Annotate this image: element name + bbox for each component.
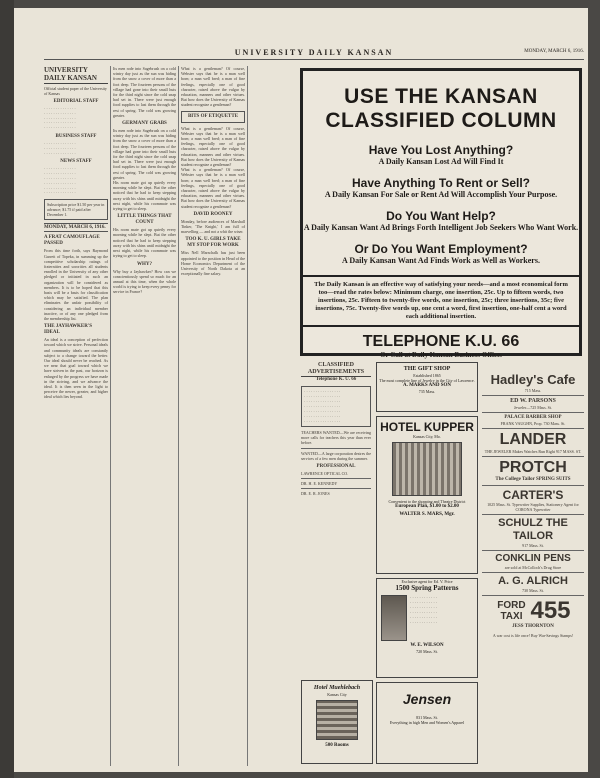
ford-taxi-owner: JESS THORNTON: [512, 624, 554, 629]
alrich-address: 730 Mass. St.: [522, 588, 544, 593]
column-rule: [178, 66, 179, 766]
divider: [482, 428, 584, 429]
classified-entry: TEACHERS WANTED—We are receiving more calls for teachers this year than ever before.: [301, 430, 371, 446]
middle-right-column: [181, 66, 245, 766]
figure-illustration: [381, 595, 407, 641]
spring-patterns-head: Exclusive agent for Ed. V. Price: [401, 579, 453, 584]
article-body: What is a gentleman? Of course, Webster says that he is a man well born; a man well bred; a man of fine feelings, especially one of good character, raised above the vulgar by education, manners and other virtues. But how does the University of Kansas student recognize a gentleman?: [181, 125, 245, 168]
hotel-kupper-ad: [376, 416, 478, 574]
hotel-kupper-rates: European Plan, $1.00 to $2.00: [395, 504, 459, 509]
ad-call-note: Or Call at Daily Kansan Business Office.: [380, 351, 502, 359]
alrich-name: A. G. ALRICH: [498, 575, 568, 587]
palace-barber-name: PALACE BARBER SHOP: [504, 415, 562, 420]
classified-entry: LAWRENCE OPTICAL CO.: [301, 471, 349, 477]
article-body: His room mate got up quietly every morning while he slept. But the other noticed that he had to keep stepping away with his shins until midnight the next night, while his roommate was trying to get to sleep.: [113, 180, 176, 212]
gift-shop-owner: A. MARKS AND SON: [402, 383, 452, 388]
ad-subline: A Daily Kansan For Sale or Rent Ad Will Accomplish Your Purpose.: [324, 190, 558, 199]
protch-desc: The College Tailor SPRING SUITS: [495, 477, 571, 482]
gift-shop-established: Established 1865: [413, 373, 441, 378]
hotel-kupper-name: HOTEL KUPPER: [380, 420, 474, 434]
footer-note: A war cost is life once! Buy War-Savings Stamps!: [492, 633, 574, 638]
article-body: Miss Nell Marschalk has just been appointed to the position in Head of the Home Economics Department of the University of North Dakota at an exceptionally fine salary.: [181, 250, 245, 277]
spring-patterns-text: · · · · · · · · · · · · · · · · · · · · · · · · · · · · · · · · · · · · · · · · · · · · · · · · · · · · · · · · · · · · · · · · · · · · · · · ·: [410, 595, 437, 625]
classified-tel: Telephone K. U. 66: [315, 377, 357, 382]
article-heading: LITTLE THINGS THAT COUNT: [117, 214, 172, 226]
column-rule: [110, 66, 111, 766]
carters-desc: 1025 Mass. St. Typewriter Supplies, Stationery Agent for CORONA Typewriter: [487, 502, 579, 512]
gift-shop-name: THE GIFT SHOP: [403, 366, 451, 372]
divider: [482, 485, 584, 486]
hotel-kupper-city: Kansas City, Mo.: [413, 434, 441, 439]
article-body: His room mate got up quietly every morning while he slept. But the other noticed that he had to keep stepping away with his shins until midnight the next night, while his roommate was trying to get to sleep.: [113, 227, 176, 259]
hotel-kupper-owner: WALTER S. MARS, Mgr.: [399, 512, 455, 517]
spring-patterns-body: [377, 593, 477, 643]
column-rule: [247, 66, 248, 766]
newspaper-page: [14, 8, 588, 772]
ad-question: Do You Want Help?: [386, 209, 496, 223]
staff-list: · · · · · · · · · · · · · · · · · · · · · · · · · · · · · · · · · · · · · · · · · · · · · · · · · · · · · · · · · · · · · · · · · · · · · ·: [44, 106, 76, 131]
article-heading: GERMANY GRABS: [122, 121, 167, 127]
article-body: From this time forth, says Raymond Garrett of Topeka, in summing up the competitive scholarship ratings of fraternities and sororities all students enrolled in the University of any other pledged or initiated in such an organization will be considered as members. It is to be hoped that this basis will be a basis for classification which may be satisfied. The plan eliminates the unfair possibility of considering an individual member inactive, or of any one pledged from the membership list.: [44, 248, 108, 321]
article-body: What is a gentleman? Of course, Webster says that he is a man well born; a man well bred; a man of fine feelings, especially one of good character, raised above the vulgar by education, manners and other virtues. But how does the University of Kansas student recognize a gentleman?: [181, 66, 245, 108]
subscription-note: Subscription price $1.50 per year in advance; $1.75 if paid after December 1.: [44, 199, 108, 220]
professional-heading: PROFESSIONAL: [316, 464, 356, 470]
ad-subline: A Daily Kansan Want Ad Finds Work as Well as Workers.: [342, 256, 540, 265]
middle-left-column: [113, 66, 176, 766]
schulz-name: SCHULZ THE TAILOR: [498, 517, 568, 542]
ad-question: Or Do You Want Employment?: [354, 242, 528, 256]
ad-title-line2: CLASSIFIED COLUMN: [325, 109, 557, 132]
article-heading: TOO K. U. GIRLS TAKE MY STOP FOR WORK: [185, 237, 241, 249]
classified-rates-box: · · · · · · · · · · · · · · · · · · · · · · · · · · · · · · · · · · · · · · · · · · · · · · · · · · · · · · · · · · · · · · · · · · · · · · · · · · · · · · · · · · · · · · · · · · · · · · · · · · · · · · · · · · · · · · · ·: [301, 386, 371, 427]
hotel-muehlebach-ad: [301, 680, 373, 764]
divider: [301, 488, 371, 489]
article-heading: DAVID ROONEY: [193, 211, 233, 217]
ford-taxi-name: FORD TAXI: [497, 600, 526, 622]
masthead: UNIVERSITY DAILY KANSAN: [44, 66, 108, 84]
ad-question: Have Anything To Rent or Sell?: [351, 176, 530, 190]
lander-desc: THE JEWELER Makes Watches Run Right 917 MASS. ST.: [484, 449, 582, 454]
parsons-name: ED W. PARSONS: [510, 398, 556, 404]
ad-title-line1: USE THE KANSAN: [344, 85, 538, 108]
muehlebach-name: Hotel Muehlebach: [313, 685, 361, 691]
muehlebach-building-image: [316, 700, 358, 740]
classified-entry: WANTED—A large corporation desires the services of a few men during the summer.: [301, 450, 371, 461]
staff-heading: EDITORIAL STAFF: [53, 99, 99, 104]
article-body: An ideal is a conception of perfection toward which we strive. Personal ideals and community ideals are constantly subject to a change toward the better. Our ideal should never be reached. As we near that goal toward which we have striven in the past, our horizon is enlarged by the progress we have made in the striving, and we advance the ideal. It is then seen in the light to perceive the newer, greater, and higher ideal which lies beyond.: [44, 337, 108, 400]
gift-shop-address: 735 Mass.: [418, 389, 436, 394]
classified-entry: DR. H. E. KENNEDY: [301, 481, 338, 487]
conklin-name: CONKLIN PENS: [495, 553, 571, 564]
staff-heading: NEWS STAFF: [60, 159, 92, 165]
jensen-desc: Everything in high Men and Women's Apparel: [389, 720, 465, 725]
divider: [482, 456, 584, 457]
ad-subline: A Daily Kansan Want Ad Brings Forth Intelligent Job Seekers Who Want Work.: [303, 223, 579, 232]
divider: [482, 514, 584, 515]
article-body: Monday, before audiences of Marshall Tinker, 'The Knight,' I am full of marvelling — and not a whit the wiser.: [181, 218, 245, 235]
article-heading: WHY?: [137, 261, 152, 267]
classified-column-ad: [300, 68, 582, 359]
divider: [301, 478, 371, 479]
article-body: Its men rode into Sagebrush on a cold wintry day just as the sun was hiding from the snow a cover of more than a foot deep. The fourteen persons of the village had gone into their small huts for the third night since the cold snap had set in. There were just enough food supplies to last them through the rest of spring. The cold was growing greater.: [113, 128, 176, 180]
staff-heading: BUSINESS STAFF: [55, 133, 97, 139]
article-body: What is a gentleman? Of course, Webster says that he is a man well born; a man well bred; a man of fine feelings, especially one of good character, raised above the vulgar by education, manners and other virtues. But how does the University of Kansas student recognize a gentleman?: [181, 167, 245, 209]
ad-question: Have You Lost Anything?: [368, 143, 514, 157]
ford-taxi-number: 455: [530, 597, 571, 624]
right-ads-column: [482, 362, 584, 766]
article-body: Its men rode into Sagebrush on a cold wintry day just as the sun was hiding from the snow a cover of more than a foot deep. The fourteen persons of the village had gone into their small huts for the third night since the cold snap had set in. There were just enough food supplies to last them through the rest of spring. The cold was growing greater.: [113, 66, 176, 118]
article-heading: BITS OF ETIQUETTE: [181, 111, 245, 123]
gift-shop-desc: The most complete line of Jewelry in the City of Lawrence.: [379, 378, 475, 383]
hadleys-cafe-address: 715 Mass.: [524, 388, 542, 393]
article-heading: THE JAYHAWKER'S IDEAL: [44, 324, 93, 336]
gift-shop-ad: [376, 362, 478, 412]
palace-barber-desc: FRANK VAUGHN, Prop. 730 Mass. St.: [500, 421, 566, 426]
spring-patterns-owner: W. E. WILSON: [410, 643, 444, 648]
muehlebach-note: 500 Rooms: [325, 743, 349, 748]
article-body: Why buy a Jayhawker? How can we conscientiously spend so much for an annual at this time, when the whole world is trying to keep every penny for service in France?: [113, 268, 176, 295]
divider: [482, 550, 584, 551]
jensen-address: 831 Mass. St.: [416, 715, 438, 720]
hotel-kupper-desc: Convenient to the shopping and Theatre District: [388, 499, 466, 504]
carters-name: CARTER'S: [502, 488, 564, 502]
staff-list: · · · · · · · · · · · · · · · · · · · · · · · · · · · · · · · · · · · · · · · · · · · · · · · · · · · · · · · · · · · · · · · · · · · · · · · · · · · · · · · · · · · ·: [44, 166, 76, 196]
header-date: MONDAY, MARCH 6, 1916.: [524, 49, 584, 54]
page-header: [44, 48, 584, 60]
lander-name: LANDER: [499, 431, 567, 448]
divider: [482, 572, 584, 573]
hadleys-cafe-name: Hadley's Cafe: [490, 372, 576, 387]
divider: [301, 448, 371, 449]
staff-list: · · · · · · · · · · · · · · · · · · · · · · · · · · · · · · · · · · · · · · · · · ·: [44, 140, 76, 156]
spring-patterns-ad: [376, 578, 478, 678]
header-title: UNIVERSITY DAILY KANSAN: [234, 48, 394, 57]
left-column: [44, 66, 108, 766]
ad-telephone: TELEPHONE K.U. 66: [362, 333, 520, 350]
divider: [482, 595, 584, 596]
ad-rates: The Daily Kansan is an effective way of satisfying your needs—and a most economical form too—read the rates below: Minimum charge, one insertion, 25c. Up to fifteen words, two insertions, 25c. Fifteen to twenty-five words, one insertion, 25c; three insertions, 35c; five insertions, 75c. Twenty-five words up, one cent a word, first insertion, one-half cent a word each additional insertion.: [303, 275, 579, 327]
divider: [482, 395, 584, 396]
masthead-subtitle: Official student paper of the University of Kansas: [44, 86, 107, 96]
protch-name: PROTCH: [499, 459, 567, 476]
jensen-name: Jensen: [402, 691, 452, 707]
conklin-desc: are sold at McColloch's Drug Store: [504, 565, 562, 570]
muehlebach-city: Kansas City: [327, 692, 347, 697]
parsons-desc: Jeweler—725 Mass. St.: [514, 405, 552, 410]
classified-title: CLASSIFIED ADVERTISEMENTS: [301, 362, 371, 377]
scan-dark-edge: [0, 0, 14, 778]
article-heading: A FRAT CAMOUFLAGE PASSED: [44, 235, 100, 247]
classified-entry: DR. E. R. JONES: [301, 491, 330, 497]
hotel-building-image: [392, 442, 462, 496]
divider: [482, 412, 584, 413]
schulz-address: 917 Mass. St.: [522, 543, 544, 548]
jensen-ad: [376, 682, 478, 764]
spring-patterns-address: 720 Mass. St.: [416, 649, 438, 654]
ford-taxi-ad: [482, 598, 584, 624]
spring-patterns-title: 1500 Spring Patterns: [395, 584, 459, 592]
ad-subline: A Daily Kansan Lost Ad Will Find It: [378, 157, 504, 166]
date-line: MONDAY, MARCH 6, 1916.: [44, 223, 108, 232]
